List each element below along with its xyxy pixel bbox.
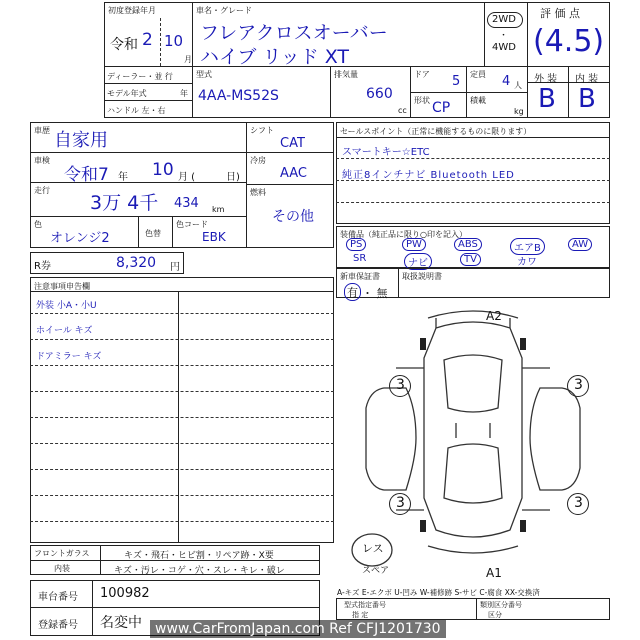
equipment-pw: PW xyxy=(402,238,426,251)
watermark: www.CarFromJapan.com Ref CFJ1201730 xyxy=(150,620,446,638)
inspection-month: 10 xyxy=(152,160,174,180)
model-type: 4AA-MS52S xyxy=(198,88,279,104)
legend: A-キズ E-エクボ U-凹み W-補修跡 S-サビ C-腐食 XX-交換済 xyxy=(337,588,540,597)
drive-2wd: 2WD xyxy=(492,14,516,25)
cc-unit: cc xyxy=(398,106,407,115)
recycle-value: 8,320 xyxy=(116,255,157,271)
capacity-label: 定員 xyxy=(470,70,486,79)
manual-label: 取扱説明書 xyxy=(402,272,442,281)
notes-line-3: ドアミラー キズ xyxy=(36,352,102,362)
interior-grade: B xyxy=(578,84,596,114)
car-name: フレアクロスオーバー xyxy=(200,22,388,44)
exterior-grade: B xyxy=(538,84,556,114)
inspection-day-unit: 日) xyxy=(226,172,240,183)
equipment-navi: ナビ xyxy=(404,253,432,270)
color-swap-label: 色替 xyxy=(145,229,161,238)
model-year-unit: 年 xyxy=(180,89,188,98)
reg-era: 令和 xyxy=(110,37,138,53)
model-year-label: モデル年式 xyxy=(107,89,147,98)
reg-month: 10 xyxy=(164,32,184,50)
sales-line-2: 純正8インチナビ Bluetooth LED xyxy=(342,170,515,181)
front-mark: A2 xyxy=(486,309,502,323)
car-name-label: 車名・グレード xyxy=(196,6,252,15)
mileage: 3万 4千 xyxy=(90,192,159,214)
wheel-fl-mark: 3 xyxy=(396,377,405,393)
equipment-leather: カワ xyxy=(517,257,537,268)
form-sub-1: 指 定 xyxy=(352,611,369,619)
fuel-label: 燃料 xyxy=(250,188,266,197)
interior-label: 内 装 xyxy=(575,74,599,85)
rear-mark: A1 xyxy=(486,566,502,580)
km-unit: km xyxy=(212,205,225,214)
notes-line-1: 外装 小A・小U xyxy=(36,301,97,311)
model-type-label: 型式 xyxy=(196,70,212,79)
ac-label: 冷房 xyxy=(250,156,266,165)
front-glass-value: キズ・飛石・ヒビ割・リペア跡・X要 xyxy=(124,551,274,561)
displacement: 660 xyxy=(366,86,393,102)
door-label: ドア xyxy=(414,70,430,79)
warranty-present: 有 xyxy=(344,283,361,301)
handle-label: ハンドル 左・右 xyxy=(107,106,166,115)
capacity-unit: 人 xyxy=(514,81,522,90)
doors: 5 xyxy=(452,74,461,89)
spare-note: レス xyxy=(362,542,384,555)
spare-label: スペア xyxy=(362,566,390,576)
equipment-label: 装備品（純正品に限り○印を記入） xyxy=(340,230,467,239)
front-glass-label: フロントガラス xyxy=(34,549,90,558)
month-unit: 月 xyxy=(184,55,192,64)
color-code: EBK xyxy=(202,230,226,244)
equipment-abs: ABS xyxy=(454,238,482,251)
inspection-year-unit: 年 xyxy=(118,172,128,183)
shift-label: シフト xyxy=(250,126,274,135)
equipment-ps: PS xyxy=(346,238,366,251)
reg-label: 登録番号 xyxy=(38,620,78,631)
form-label-2: 類別区分番号 xyxy=(480,601,522,609)
score-value: (4.5) xyxy=(533,24,605,59)
ac: AAC xyxy=(280,166,307,181)
reg-number: 名変中 xyxy=(100,615,142,631)
dealer-label: ディーラー・並 行 xyxy=(107,72,173,81)
recycle-label: R券 xyxy=(34,261,51,272)
warranty-absent: ・ 無 xyxy=(362,287,388,300)
inspection-label: 車検 xyxy=(34,156,50,165)
form-label-1: 型式指定番号 xyxy=(344,601,386,609)
drive-4wd: 4WD xyxy=(492,42,516,53)
mileage-label: 走行 xyxy=(34,186,50,195)
shape: CP xyxy=(432,100,451,116)
interior-cond-value: キズ・汚レ・コゲ・穴・スレ・キレ・破レ xyxy=(114,566,285,576)
exterior-label: 外 装 xyxy=(534,74,558,85)
notes-line-2: ホイール キズ xyxy=(36,326,93,336)
inspection-month-unit: 月 ( xyxy=(178,172,196,183)
fuel: その他 xyxy=(272,209,314,225)
displacement-label: 排気量 xyxy=(334,70,358,79)
kg-unit: kg xyxy=(514,107,524,116)
recycle-unit: 円 xyxy=(170,262,180,273)
notes-box xyxy=(30,277,334,543)
color: オレンジ2 xyxy=(50,231,110,246)
notes-label: 注意事項申告欄 xyxy=(34,282,90,291)
sales-line-1: スマートキー☆ETC xyxy=(342,147,430,158)
form-sub-2: 区分 xyxy=(488,611,502,619)
inspection-era: 令和7 xyxy=(64,165,109,185)
sales-label: セールスポイント（正常に機能するものに限ります） xyxy=(340,127,532,136)
equipment-aw: AW xyxy=(568,238,592,251)
interior-cond-label: 内装 xyxy=(54,564,70,573)
category-label: 車歴 xyxy=(34,126,50,135)
wheel-fr-mark: 3 xyxy=(574,377,583,393)
mileage-detail: 434 xyxy=(174,196,199,211)
equipment-tv: TV xyxy=(460,253,481,266)
category: 自家用 xyxy=(54,130,108,151)
wheel-rl-mark: 3 xyxy=(396,495,405,511)
shape-label: 形状 xyxy=(414,96,430,105)
equipment-airbag: エアB xyxy=(510,238,545,255)
drive-dot: ・ xyxy=(499,31,509,41)
shift: CAT xyxy=(280,136,305,151)
stock-label: 車台番号 xyxy=(38,592,78,603)
equipment-sr: SR xyxy=(353,253,367,264)
warranty-label: 新車保証書 xyxy=(340,272,380,281)
color-label: 色 xyxy=(34,220,42,229)
reg-year: 2 xyxy=(142,30,153,50)
car-grade: ハイブ リッド XT xyxy=(200,46,350,68)
capacity: 4 xyxy=(502,74,511,89)
recycle-box xyxy=(30,252,184,274)
score-label: 評 価 点 xyxy=(540,7,580,20)
stock-number: 100982 xyxy=(100,586,150,601)
load-label: 積載 xyxy=(470,96,486,105)
first-reg-label: 初度登録年月 xyxy=(108,6,156,15)
wheel-rr-mark: 3 xyxy=(574,495,583,511)
color-code-label: 色コード xyxy=(176,220,208,229)
